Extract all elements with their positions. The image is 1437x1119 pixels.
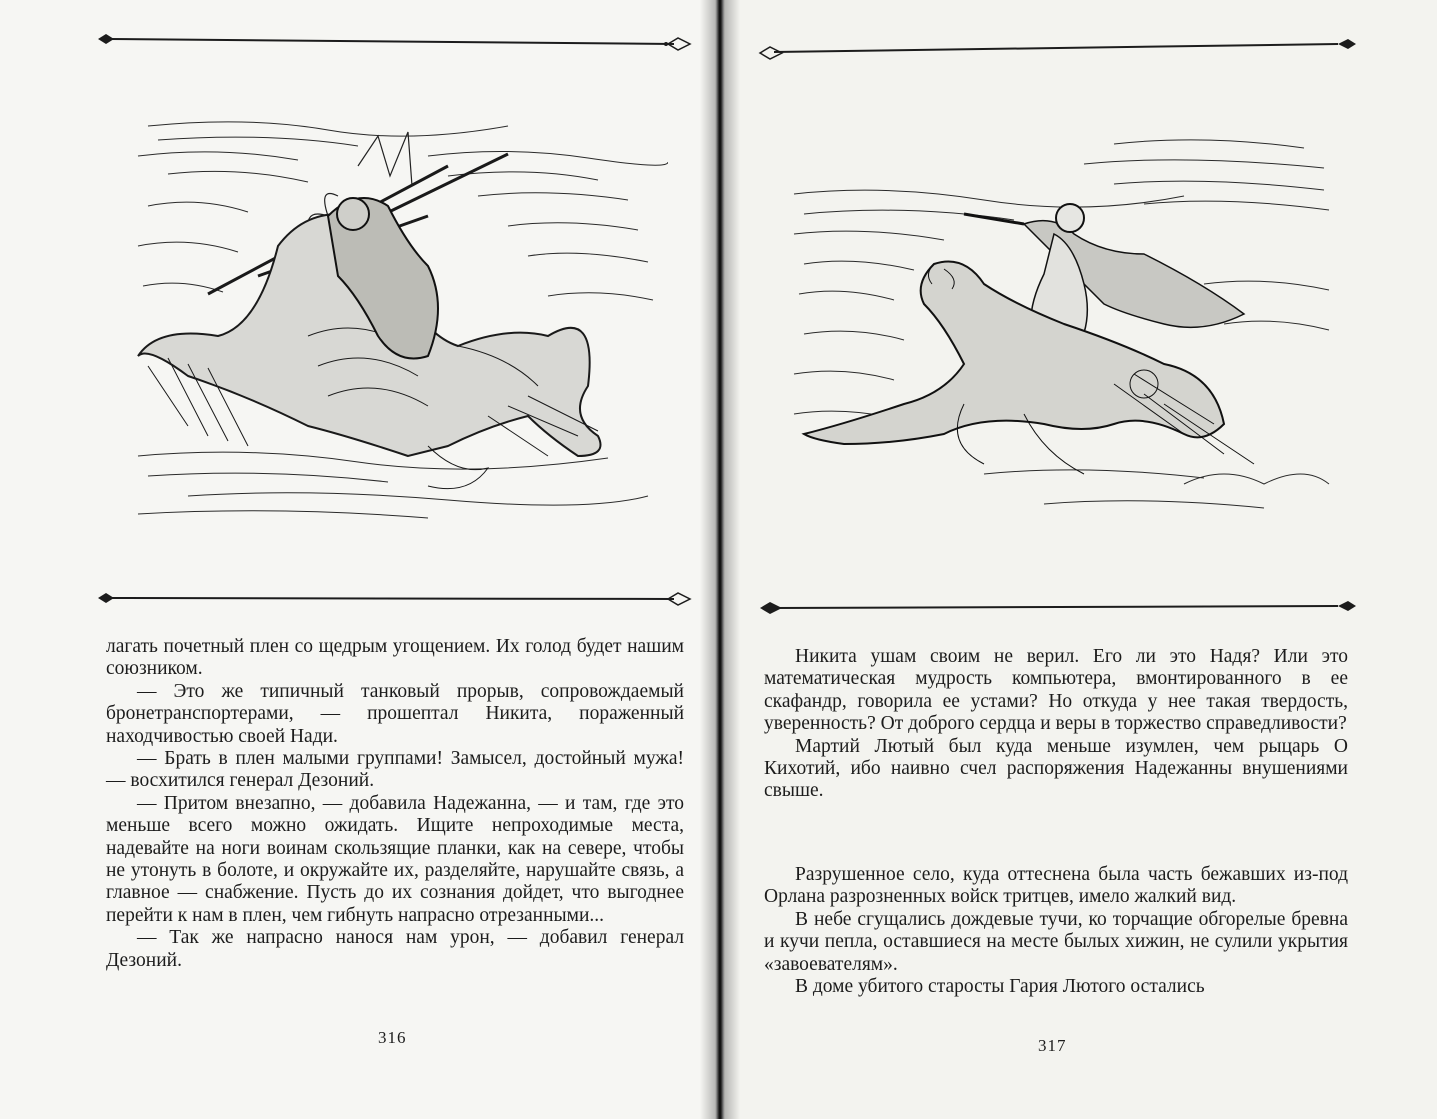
top-ornamental-rule	[96, 30, 696, 52]
knight-illustration	[128, 96, 668, 528]
text-paragraph: — Брать в плен малыми группами! Замысел, достойный мужа! — восхитился генерал Дезоний.	[106, 748, 684, 792]
bottom-ornamental-rule	[758, 596, 1358, 620]
right-page-text-bottom	[764, 864, 1348, 998]
text-paragraph: лагать почетный плен со щедрым угощением. Их голод будет нашим союзником.	[106, 636, 684, 680]
left-page-text	[106, 636, 684, 972]
text-paragraph: В небе сгущались дождевые тучи, ко торчащие обгорелые бревна и кучи пепла, оставшиеся на месте былых хижин, не сулили укрытия «завоевателям».	[764, 908, 1348, 975]
text-paragraph: Мартий Лютый был куда меньше изумлен, чем рыцарь О Кихотий, ибо наивно счел распоряжения Надежанны внушениями свыше.	[764, 735, 1348, 802]
text-paragraph: Никита ушам своим не верил. Его ли это Надя? Или это математическая мудрость компьютера, вмонтированного в ее скафандр, говорила ее устами? Но откуда у нее такая твердость, уверенность? От доброго сердца и веры в торжество справедливости?	[764, 646, 1348, 735]
rider-illustration	[784, 104, 1344, 544]
top-ornamental-rule	[758, 36, 1358, 60]
page-number-right: 317	[1038, 1036, 1067, 1055]
text-paragraph: — Это же типичный танковый прорыв, сопровождаемый бронетранспортерами, — прошептал Никита, пораженный находчивостью своей Нади.	[106, 680, 684, 747]
text-paragraph: В доме убитого старосты Гария Лютого остались	[795, 976, 1205, 998]
right-page	[724, 0, 1437, 1119]
bottom-ornamental-rule	[96, 586, 696, 608]
page-number-left: 316	[378, 1028, 407, 1047]
text-paragraph: Разрушенное село, куда оттеснена была часть бежавших из-под Орлана разрозненных войск тритцев, имело жалкий вид.	[764, 864, 1348, 908]
left-page	[0, 0, 716, 1119]
text-paragraph: — Так же напрасно нанося нам урон, — добавил генерал Дезоний.	[106, 927, 684, 971]
text-paragraph: — Притом внезапно, — добавила Надежанна, — и там, где это меньше всего можно ожидать. Ищите непроходимые места, надевайте на ноги воинам скользящие планки, как на севере, чтобы не утонуть в болоте, и окружайте их, разделяйте, нарушайте связь, а главное — снабжение. Пусть до их сознания дойдет, что выгоднее перейти к нам в плен, чем гибнуть напрасно отрезанными...	[106, 792, 684, 926]
book-gutter	[700, 0, 740, 1119]
right-page-text-top	[764, 646, 1348, 803]
